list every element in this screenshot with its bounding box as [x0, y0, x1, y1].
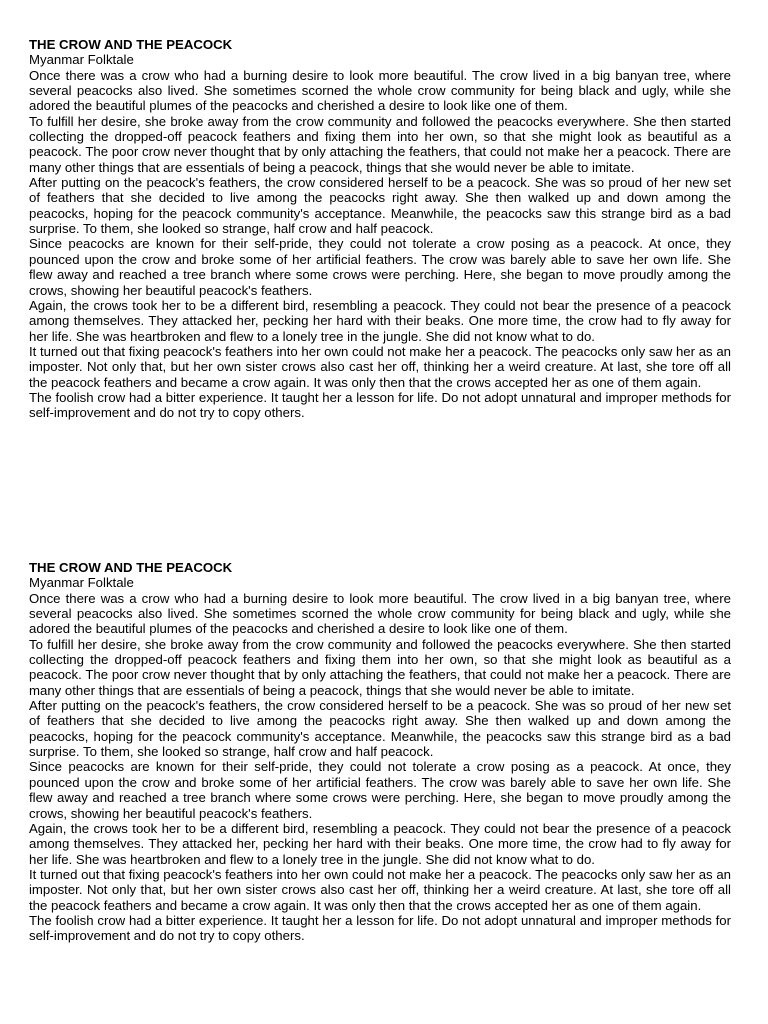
story-paragraph-6: It turned out that fixing peacock's feathers into her own could not make her a peacock. The peacocks only saw her as an imposter. Not only that, but her own sister crows also cast her off, thinking her a weird creature. At last, she tore off all the peacock feathers and became a crow again. It was only then that the crows accepted her as one of them again.	[29, 866, 731, 913]
story-paragraph-5: Again, the crows took her to be a different bird, resembling a peacock. They could not bear the presence of a peacock among themselves. They attacked her, pecking her hard with their beaks. One more time, the crow had to fly away for her life. She was heartbroken and flew to a lonely tree in the jungle. She did not know what to do.	[29, 820, 731, 867]
story-subtitle: Myanmar Folktale	[29, 575, 134, 591]
story-paragraph-2: To fulfill her desire, she broke away from the crow community and followed the peacocks everywhere. She then started collecting the dropped-off peacock feathers and fixing them into her own, so that she might look as beautiful as a peacock. The poor crow never thought that by only attaching the feathers, that could not make her a peacock. There are many other things that are essentials of being a peacock, things that she would never be able to imitate.	[29, 636, 731, 698]
story-copy-1	[29, 37, 731, 421]
story-paragraph-4: Since peacocks are known for their self-pride, they could not tolerate a crow posing as a peacock. At once, they pounced upon the crow and broke some of her artificial feathers. The crow was barely able to save her own life. She flew away and reached a tree branch where some crows were perching. Here, she began to move proudly among the crows, showing her beautiful peacock's feathers.	[29, 759, 731, 821]
story-paragraph-1: Once there was a crow who had a burning desire to look more beautiful. The crow lived in a big banyan tree, where several peacocks also lived. She sometimes scorned the whole crow community for being black and ugly, while she adored the beautiful plumes of the peacocks and cherished a desire to look like one of them.	[29, 590, 731, 637]
story-paragraph-3: After putting on the peacock's feathers, the crow considered herself to be a peacock. She was so proud of her new set of feathers that she decided to live among the peacocks right away. She then walked up and down among the peacocks, hoping for the peacock community's acceptance. Meanwhile, the peacocks saw this strange bird as a bad surprise. To them, she looked so strange, half crow and half peacock.	[29, 175, 731, 237]
story-title: THE CROW AND THE PEACOCK	[29, 37, 233, 52]
story-subtitle: Myanmar Folktale	[29, 52, 134, 68]
story-paragraph-7: The foolish crow had a bitter experience. It taught her a lesson for life. Do not adopt unnatural and improper methods for self-improvement and do not try to copy others.	[29, 389, 731, 421]
story-paragraph-1: Once there was a crow who had a burning desire to look more beautiful. The crow lived in a big banyan tree, where several peacocks also lived. She sometimes scorned the whole crow community for being black and ugly, while she adored the beautiful plumes of the peacocks and cherished a desire to look like one of them.	[29, 67, 731, 114]
story-copy-2	[29, 560, 731, 944]
story-paragraph-6: It turned out that fixing peacock's feathers into her own could not make her a peacock. The peacocks only saw her as an imposter. Not only that, but her own sister crows also cast her off, thinking her a weird creature. At last, she tore off all the peacock feathers and became a crow again. It was only then that the crows accepted her as one of them again.	[29, 343, 731, 390]
story-paragraph-5: Again, the crows took her to be a different bird, resembling a peacock. They could not bear the presence of a peacock among themselves. They attacked her, pecking her hard with their beaks. One more time, the crow had to fly away for her life. She was heartbroken and flew to a lonely tree in the jungle. She did not know what to do.	[29, 297, 731, 344]
story-title: THE CROW AND THE PEACOCK	[29, 560, 233, 575]
story-paragraph-3: After putting on the peacock's feathers, the crow considered herself to be a peacock. She was so proud of her new set of feathers that she decided to live among the peacocks right away. She then walked up and down among the peacocks, hoping for the peacock community's acceptance. Meanwhile, the peacocks saw this strange bird as a bad surprise. To them, she looked so strange, half crow and half peacock.	[29, 698, 731, 760]
story-paragraph-7: The foolish crow had a bitter experience. It taught her a lesson for life. Do not adopt unnatural and improper methods for self-improvement and do not try to copy others.	[29, 912, 731, 944]
story-paragraph-4: Since peacocks are known for their self-pride, they could not tolerate a crow posing as a peacock. At once, they pounced upon the crow and broke some of her artificial feathers. The crow was barely able to save her own life. She flew away and reached a tree branch where some crows were perching. Here, she began to move proudly among the crows, showing her beautiful peacock's feathers.	[29, 236, 731, 298]
story-paragraph-2: To fulfill her desire, she broke away from the crow community and followed the peacocks everywhere. She then started collecting the dropped-off peacock feathers and fixing them into her own, so that she might look as beautiful as a peacock. The poor crow never thought that by only attaching the feathers, that could not make her a peacock. There are many other things that are essentials of being a peacock, things that she would never be able to imitate.	[29, 113, 731, 175]
